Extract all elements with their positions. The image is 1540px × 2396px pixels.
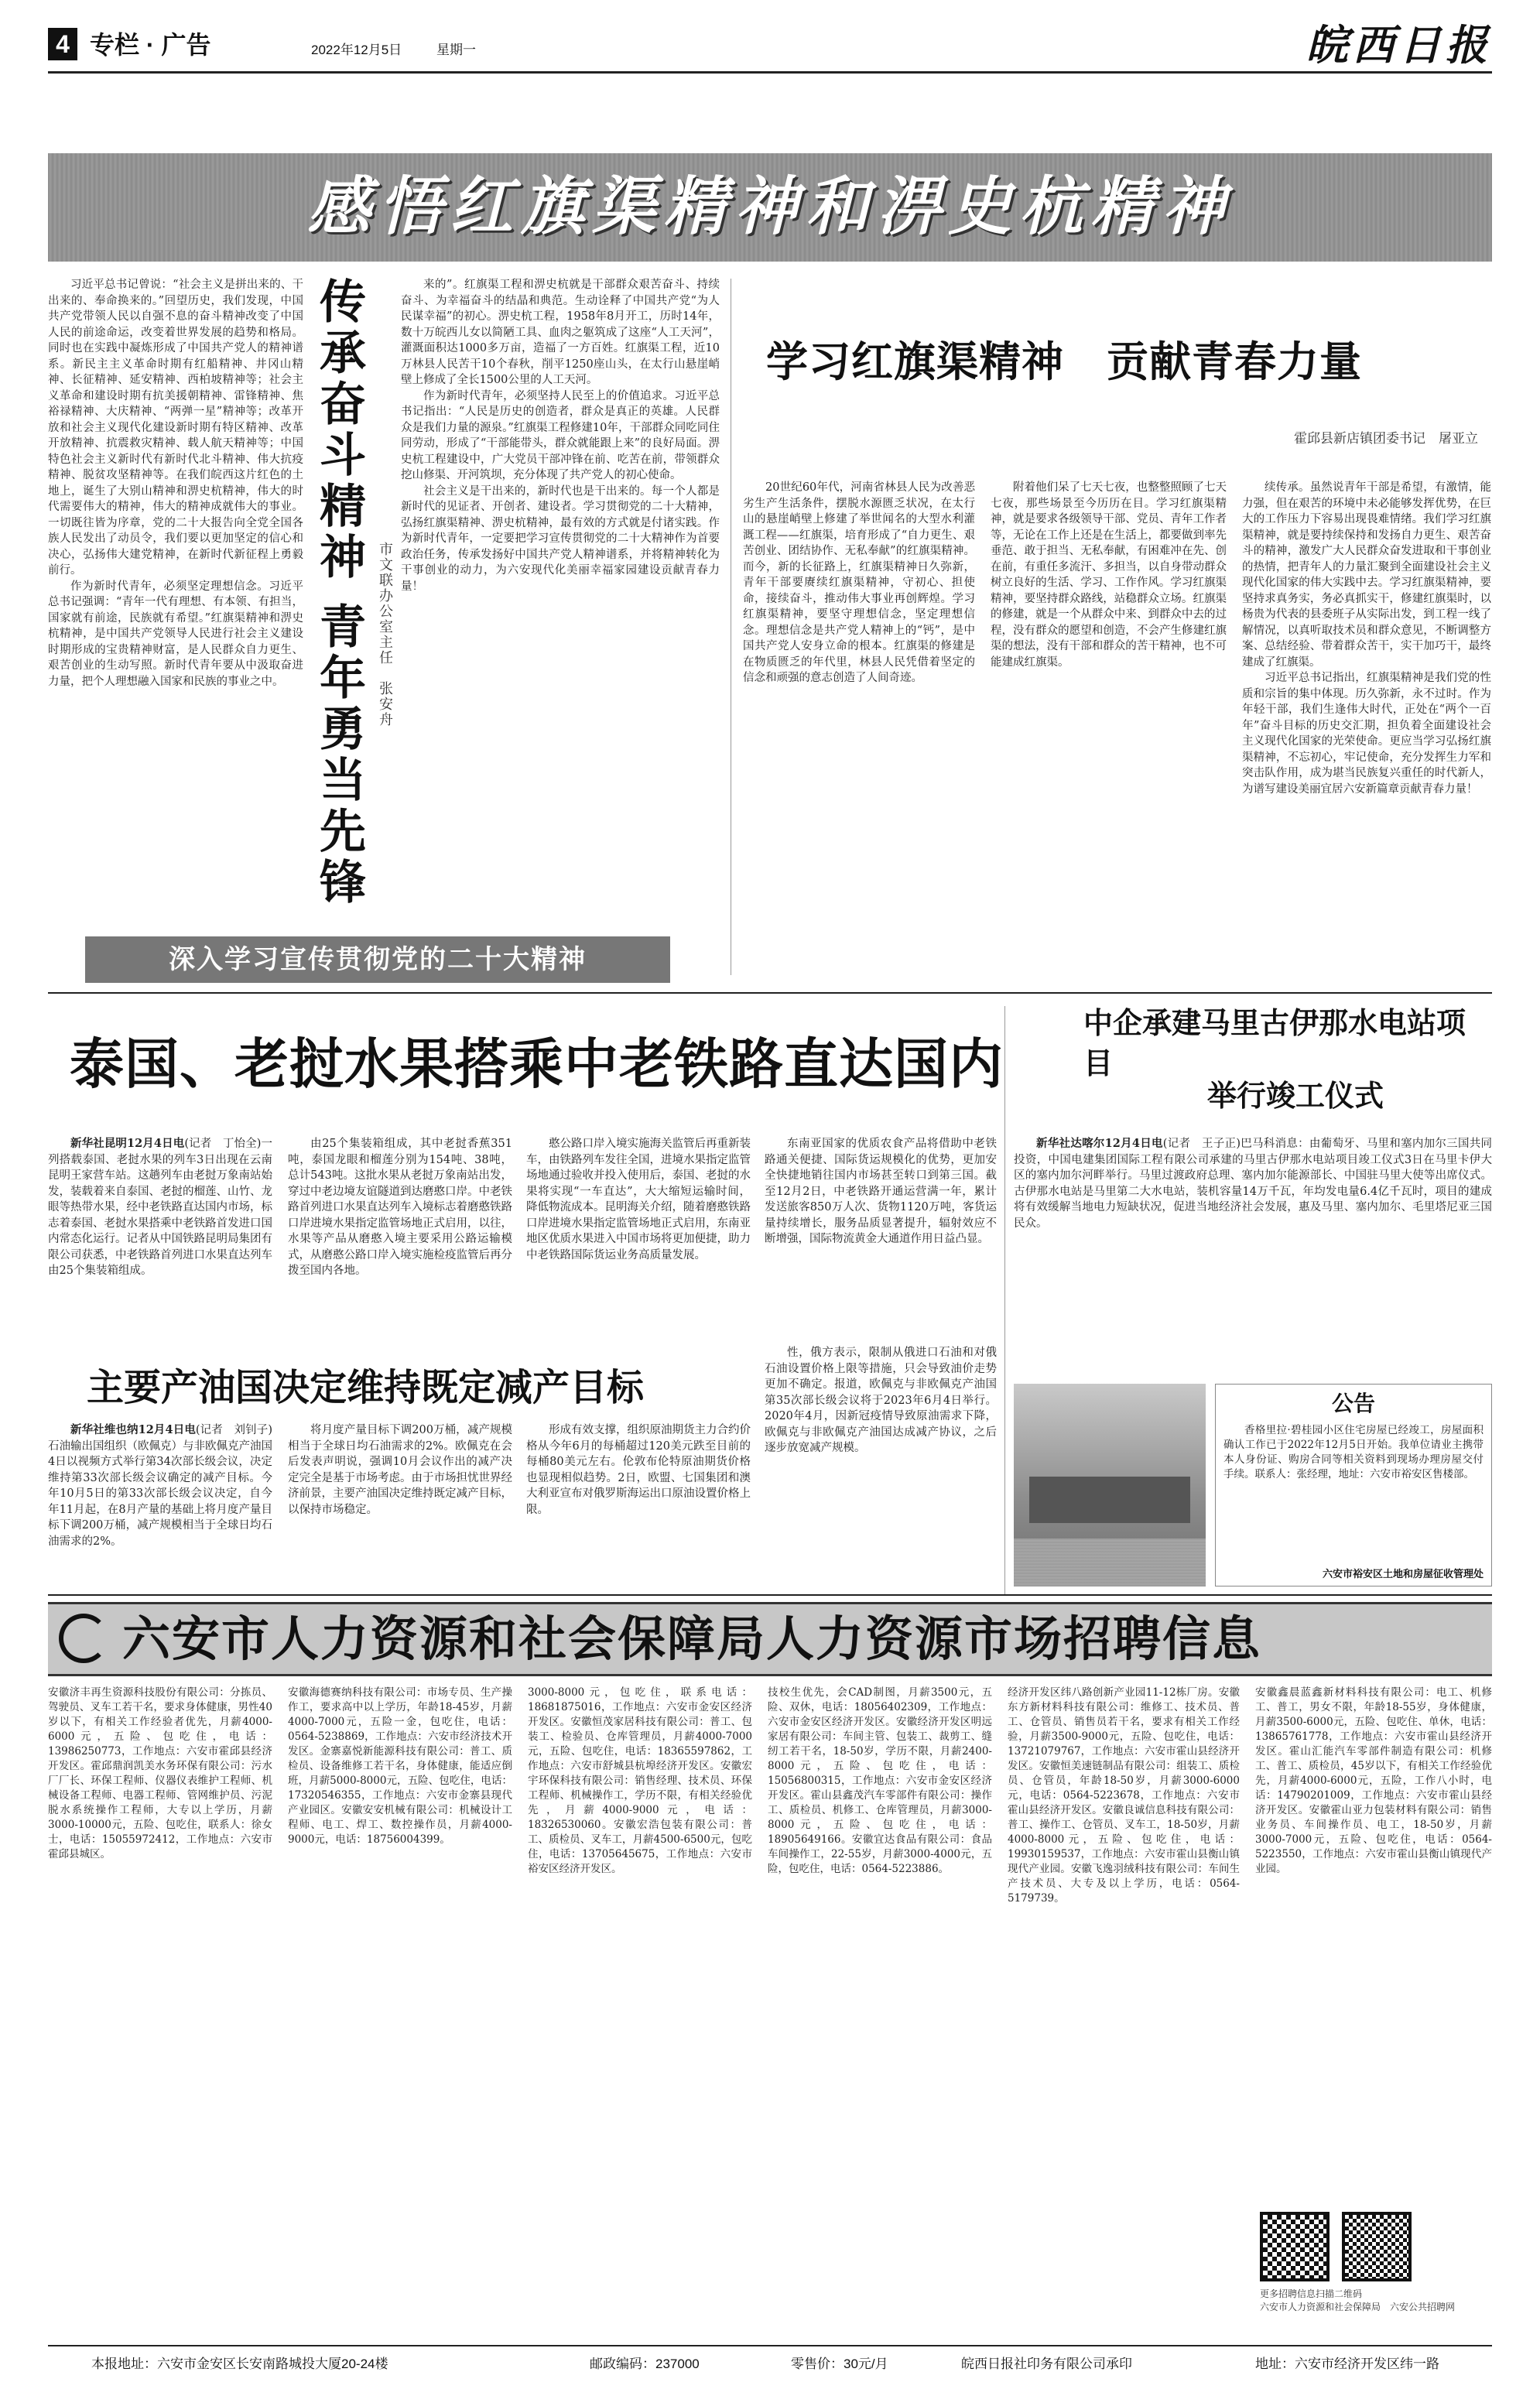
article1-col2: 来的”。红旗渠工程和淠史杭就是干部群众艰苦奋斗、持续奋斗、为幸福奋斗的结晶和典范。生动诠释了中国共产党“为人民谋幸福”的初心。淠史杭工程，1958年8月开工，历时14年，数十万皖西儿女以简陋工具、血肉之躯筑成了这座“人工天河”，灌溉面积达1000多万亩，造福了一方百姓。红旗渠工程，近10万林县人民苦干10个春秋，削平1250座山头，在太行山悬崖峭壁上修成了全长1500公里的人工天河。 作为新时代青年，必须坚持人民至上的价值追求。习近平总书记指出：“人民是历史的创造者，群众是真正的英雄。人民群众是我们力量的源泉。”红旗渠工程修建10年，干部群众同吃同住同劳动，形成了“干部能带头，群众就能跟上来”的良好局面。淠史杭工程建设中，广大党员干部冲锋在前、吃苦在前，带领群众挖山修渠、开河筑坝，充分体现了共产党人的初心使命。 社会主义是干出来的，新时代也是干出来的。每一个人都是新时代的见证者、开创者、建设者。学习贯彻党的二十大精神，弘扬红旗渠精神、淠史杭精神，最有效的方式就是付诸实践。作为新时代青年，一定要把学习宣传贯彻党的二十大精神作为首要政治任务，传承发扬好中国共产党人精神谱系，并将精神转化为干事创业的动力，为六安现代化美丽幸福家园建设贡献青春力量！ (401, 279, 720, 593)
subbanner-text: 深入学习宣传贯彻党的二十大精神 (169, 945, 587, 974)
section-name: 专栏 · 广告 (90, 31, 211, 59)
header-rule (48, 71, 1492, 74)
news1-dateline: 新华社昆明12月4日电 (70, 1137, 185, 1150)
news3-body: 新华社达喀尔12月4日电(记者 王子正)巴马科消息：由葡萄牙、马里和塞内加尔三国共同投资，中国电建集团国际工程有限公司承建的马里古伊那水电站项目竣工仪式3日在马里卡伊大区的塞内加尔河畔举行。马里过渡政府总理、塞内加尔能源部长、中国驻马里大使等出席仪式。古伊那水电站是马里第二大水电站，装机容量14万千瓦，年均发电量6.4亿千瓦时，项目的建成将有效缓解当地电力短缺状况，促进当地经济社会发展，惠及马里、塞内加尔、毛里塔尼亚三国民众。 (1014, 1137, 1492, 1230)
footer-printer: 皖西日报社印务有限公司承印 (961, 2357, 1132, 2371)
jobs-section (48, 1686, 1492, 2336)
issue-weekday: 星期一 (436, 43, 476, 57)
news2-col2: 将月度产量目标下调200万桶，减产规模相当于全球日均石油需求的2%。欧佩克在会后发表声明说，强调10月会议作出的减产决定完全是基于市场考虑。由于市场担忧世界经济前景，主要产油国决定维持既定减产目标，以保持市场稳定。 (288, 1424, 512, 1516)
jobs-col-4: 技校生优先，会CAD制图，月薪3500元，五险、双休，电话：18056402309，工作地点：六安市金安区经济开发区。安徽经济开发区明远家居有限公司：车间主管、包装工、裁剪工、缝纫工若干名，18-50岁，学历不限，月薪2400-8000元，五险、包吃住，电话：15056800315，工作地点：六安市金安区经济开发区。霍山县鑫茂汽车零部件有限公司：操作工、质检员、机修工、仓库管理员，月薪3000-8000元，五险、包吃住，电话：18905649166。安徽宜达食品有限公司：食品车间操作工，22-55岁，月薪3000-4000元，五险，包吃住，电话：0564-5223886。 (768, 1686, 992, 1875)
qr-code-icon-2 (1342, 2212, 1412, 2281)
banner-title: 感悟红旗渠精神和淠史杭精神 (307, 170, 1233, 244)
news1-col1: 新华社昆明12月4日电(记者 丁怡全)一列搭载泰国、老挝水果的列车3日出现在云南昆明王家营车站。这趟列车由老挝万象南站始发，装载着来自泰国、老挝的榴莲、山竹、龙眼等热带水果，经中老铁路直达国内市场，标志着泰国、老挝水果搭乘中老铁路首发进口国内常态化运行。记者从中国铁路昆明局集团有限公司获悉，中老铁路首列进口水果直达列车由25个集装箱组成。 (48, 1137, 272, 1277)
footer-address: 本报地址：六安市金安区长安南路城投大厦20-24楼 (91, 2357, 388, 2371)
article1-title-b: 青年勇当先锋 (312, 602, 366, 909)
page-number-badge (48, 28, 77, 60)
masthead-logo: 皖西日报 (1306, 20, 1492, 70)
article1-title-a: 传承奋斗精神 (312, 277, 366, 584)
news2-col1: 新华社维也纳12月4日电(记者 刘钊子)石油输出国组织（欧佩克）与非欧佩克产油国4日以视频方式举行第34次部长级会议，决定维持第33次部长级会议确定的减产目标。今年10月5日的第33次部长级会议决定，自今年11月起，在8月产量的基础上将月度产量目标下调200万桶，减产规模相当于全球日均石油需求的2%。 (48, 1423, 272, 1548)
qr-code-icon (1260, 2212, 1330, 2281)
notice-box (1215, 1384, 1492, 1586)
jobs-col-6: 安徽鑫晨蓝鑫新材料科技有限公司：电工、机修工、普工，男女不限，年龄18-55岁，身体健康，月薪3500-6000元，五险、包吃住、单休，电话：13865761778，工作地点：六安市霍山县经济开发区。霍山汇能汽车零部件制造有限公司：机修工、普工、质检员，45岁以下，有相关工作经验优先，月薪4000-6000元，五险，工作八小时，电话：14790201009，工作地点：六安市霍山县经济开发区。安徽霍山亚力包装材料有限公司：销售业务员、车间操作员、电工，18-50岁，月薪3000-7000元，五险、包吃住，电话：0564-5223550，工作地点：六安市霍山县衡山镇现代产业园。 (1255, 1686, 1492, 1875)
news2-col3: 形成有效支撑，组织原油期货主力合约价格从今年6月的每桶超过120美元跌至目前的每桶80美元左右。伦敦布伦特原油期货价格也显现相似趋势。2日，欧盟、七国集团和澳大利亚宣布对俄罗斯海运出口原油设置价格上限。 (526, 1424, 751, 1516)
hydro-photo (1014, 1384, 1206, 1586)
article1-byline: 市文联办公室主任 张安舟 (377, 542, 393, 727)
footer-printer-address: 地址：六安市经济开发区纬一路 (1255, 2357, 1439, 2371)
article2-col1: 20世纪60年代，河南省林县人民为改善恶劣生产生活条件，摆脱水源匮乏状况，在太行山的悬崖峭壁上修建了举世闻名的大型水利灌溉工程——红旗渠，培育形成了“自力更生、艰苦创业、团结协作、无私奉献”的红旗渠精神。而今，新的长征路上，红旗渠精神日久弥新，青年干部要赓续红旗渠精神，守初心、担使命，接续奋斗，推动伟大事业再创辉煌。学习红旗渠精神，要坚守理想信念，坚定理想信念。理想信念是共产党人精神上的“钙”，是中国共产党人安身立命的根本。红旗渠的修建是在物质匮乏的年代里，林县人民凭借着坚定的信念和顽强的意志创造了人间奇迹。 (743, 481, 975, 684)
news3-title-a: 中企承建马里古伊那水电站项目 (1083, 1005, 1466, 1080)
qr-caption: 更多招聘信息扫描二维码 六安市人力资源和社会保障局 六安公共招聘网 (1260, 2288, 1456, 2312)
notice-title: 公告 (1331, 1391, 1375, 1415)
jobs-title: 六安市人力资源和社会保障局人力资源市场招聘信息 (122, 1613, 1262, 1666)
article2-col3: 续传承。虽然说青年干部是希望，有激情，能力强，但在艰苦的环境中未必能够发挥优势，在巨大的工作压力下容易出现畏难情绪。我们学习红旗渠精神，就是要持续保持和发扬自力更生、艰苦奋斗的精神，激发广大人民群众奋发进取和干事创业的热情，把青年人的力量汇聚到全面建设社会主义现代化国家的伟大实践中去。学习红旗渠精神，要坚持求真务实，务必真抓实干，修建红旗渠时，以杨贵为代表的县委班子从实际出发，到工程一线了解情况，以真听取技术员和群众意见，不断调整方案、总结经验、带着群众苦干，实干加巧干，最终建成了红旗渠。 习近平总书记指出，红旗渠精神是我们党的性质和宗旨的集中体现。历久弥新，永不过时。作为年轻干部，我们生逢伟大时代，正处在“两个一百年”奋斗目标的历史交汇期，担负着全面建设社会主义现代化国家的光荣使命。更应当学习弘扬红旗渠精神，不忘初心，牢记使命，充分发挥生力军和突击队作用，成为堪当民族复兴重任的时代新人，为谱写建设美丽宜居六安新篇章贡献青春力量！ (1242, 481, 1491, 796)
article2-col2: 附着他们呆了七天七夜，也整整照顾了七天七夜，那些场景至今历历在目。学习红旗渠精神，就是要求各级领导干部、党员、青年工作者等，无论在工作上还是在生活上，都要做到率先垂范、敢于担当、无私奉献，有困难冲在先、创在前，有重任多流汗、多担当，以自身带动群众树立良好的生活、学习、工作作风。学习红旗渠精神，要坚持群众路线，站稳群众立场。红旗渠的修建，就是一个从群众中来、到群众中去的过程，没有群众的愿望和创造，不会产生修建红旗渠的想法，没有干部和群众的苦干精神，也不可能建成红旗渠。 (991, 481, 1227, 669)
news2-title: 主要产油国决定维持既定减产目标 (87, 1366, 645, 1409)
news2-reporter: (记者 刘钊子) (195, 1424, 272, 1436)
jobs-col-3: 3000-8000元，包吃住，联系电话：18681875016，工作地点：六安市金安区经济开发区。安徽恒茂家居科技有限公司：普工、包装工、检验员、仓库管理员，月薪4000-7000元，五险、包吃住，电话：18365597862，工作地点：六安市舒城县杭埠经济开发区。安徽宏宇环保科技有限公司：销售经理、技术员、环保工程师、机械操作工，学历不限，有相关经验优先，月薪4000-9000元，电话：18326530060。安徽宏浩包装有限公司：普工、质检员、叉车工，月薪4500-6500元，包吃住，电话：13705645675，工作地点：六安市裕安区经济开发区。 (528, 1686, 752, 1875)
footer-price: 零售价：30元/月 (791, 2357, 888, 2371)
news1-col3: 憨公路口岸入境实施海关监管后再重新装车，由铁路列车发往全国，进境水果指定监管场地通过验收并投入使用后，泰国、老挝的水果将实现“一车直达”，大大缩短运输时间，降低物流成本。昆明海关介绍，随着磨憨铁路口岸进境水果指定监管场地正式启用，东南亚地区优质水果进入中国市场将更加便捷，助力中老铁路国际货运业务高质量发展。 (526, 1138, 751, 1261)
page-number: 4 (56, 30, 70, 58)
news3-reporter: (记者 王子正) (1162, 1138, 1241, 1150)
news3-dateline: 新华社达喀尔12月4日电 (1036, 1137, 1163, 1150)
article2-title: 学习红旗渠精神 贡献青春力量 (766, 337, 1362, 386)
news1-col4: 东南亚国家的优质农食产品将借助中老铁路通关便捷、国际货运规模化的优势，更加安全快捷地销往国内市场甚至转口到第三国。截至12月2日，中老铁路开通运营满一年，累计发送旅客850万人次、货物1120万吨，客货运量持续增长，服务品质显著提升，辐射效应不断增强，国际物流黄金大通道作用日益凸显。 (765, 1138, 997, 1245)
news1-col2: 由25个集装箱组成，其中老挝香蕉351吨，泰国龙眼和榴莲分别为154吨、38吨，总计543吨。这批水果从老挝万象南站出发，穿过中老边境友谊隧道到达磨憨口岸。中老铁路首列进口水果直达列车入境标志着磨憨铁路口岸进境水果指定监管场地正式启用，以往，水果等产品从磨憨入境主要采用公路运输模式，从磨憨公路口岸入境实施检疫监管后再分拨至国内各地。 (288, 1138, 512, 1277)
news2-col4: 性，俄方表示，限制从俄进口石油和对俄石油设置价格上限等措施，只会导致油价走势更加不确定。报道，欧佩克与非欧佩克产油国第35次部长级会议将于2023年6月4日举行。2020年4月，因新冠疫情导致原油需求下降，欧佩克与非欧佩克产油国达成减产协议，之后逐步放宽减产规模。 (765, 1347, 997, 1454)
news1-reporter: (记者 丁怡全) (184, 1138, 262, 1150)
jobs-col-1: 安徽济丰再生资源科技股份有限公司：分拣员、驾驶员、叉车工若干名，要求身体健康，男性40岁以下，有相关工作经验者优先，月薪4000-6000元，五险、包吃住，电话：13986250773，工作地点：六安市霍邱县经济开发区。霍邱鼎润凯美水务环保有限公司：污水厂厂长、环保工程师、仪器仪表维护工程师、机械设备工程师、电器工程师、管网维护员、污泥脱水系统操作工程师，大专以上学历，月薪3000-10000元，五险、包吃住，联系人：徐女士，电话：15055972412，工作地点：六安市霍邱县城区。 (48, 1686, 272, 1860)
hrss-logo-icon (59, 1614, 108, 1663)
notice-body: 香格里拉·碧桂园小区住宅房屋已经竣工，房屋面积确认工作已于2022年12月5日开始。我单位请业主携带本人身份证、购房合同等相关资料到现场办理房屋交付手续。联系人：张经理，地址：六安市裕安区售楼部。 (1223, 1424, 1484, 1480)
news1-title: 泰国、老挝水果搭乘中老铁路直达国内 (70, 1032, 1004, 1096)
footer-postcode: 邮政编码：237000 (590, 2357, 700, 2371)
page-header (48, 22, 1492, 70)
news2-dateline: 新华社维也纳12月4日电 (70, 1423, 196, 1436)
notice-signature: 六安市裕安区土地和房屋征收管理处 (1322, 1569, 1484, 1580)
footer (48, 2353, 1492, 2376)
news3-title-b: 举行竣工仪式 (1207, 1078, 1384, 1113)
issue-date: 2022年12月5日 (311, 43, 402, 57)
article2-byline: 霍邱县新店镇团委书记 屠亚立 (1294, 431, 1478, 447)
jobs-col-5: 经济开发区纬八路创新产业园11-12栋厂房。安徽东方新材料科技有限公司：维修工、技术员、普工、仓管员、销售员若干名，要求有相关工作经验，月薪3500-9000元，五险、包吃住，电话：13721079767，工作地点：六安市霍山县经济开发区。安徽恒美速链制品有限公司：组装工、质检员、仓管员，年龄18-50岁，月薪3000-6000元，电话：0564-5223678，工作地点：六安市霍山县经济开发区。安徽良诚信息科技有限公司：普工、操作工、仓管员、叉车工，18-50岁，月薪4000-8000元，五险、包吃住，电话：19930159537，工作地点：六安市霍山县衡山镇现代产业园。安徽飞逸羽绒科技有限公司：车间生产技术员、大专及以上学历，电话：0564-5179739。 (1008, 1686, 1240, 1905)
jobs-banner (48, 1602, 1492, 1676)
article1-col1: 习近平总书记曾说：“社会主义是拼出来的、干出来的、奉命换来的。”回望历史，我们发现，中国共产党带领人民以自强不息的奋斗精神改变了中国人民的前途命运，改变着世界发展的趋势和格局。同时也在实践中凝炼形成了中国共产党人的精神谱系。新民主主义革命时期有红船精神、井冈山精神、长征精神、延安精神、西柏坡精神等；社会主义革命和建设时期有抗美援朝精神、雷锋精神、焦裕禄精神、大庆精神、“两弹一星”精神等；改革开放和社会主义现代化建设新时期有特区精神、改革开放精神、抗震救灾精神、载人航天精神等；中国特色社会主义新时代有新时代北斗精神、伟大抗疫精神、脱贫攻坚精神等。在我们皖西这片红色的土地上，诞生了大别山精神和淠史杭精神，伟大的时代需要伟大的精神，伟大的精神成就伟大的事业。一切既往皆为序章，党的二十大报告向全党全国各族人民发出了动员令，我们要以更加坚定的信心和决心，弘扬伟大建党精神，在新时代新征程上勇毅前行。 作为新时代青年，必须坚定理想信念。习近平总书记强调：“青年一代有理想、有本领、有担当，国家就有前途，民族就有希望。”红旗渠精神和淠史杭精神，是中国共产党领导人民进行社会主义建设时期形成的宝贵精神财富，是人民群众自力更生、艰苦创业的生动写照。新时代青年要从中汲取奋进力量，把个人理想融入国家和民族的事业之中。 (48, 279, 303, 688)
jobs-col-2: 安徽海德赛纳科技有限公司：市场专员、生产操作工，要求高中以上学历，年龄18-45岁，月薪4000-7000元，五险一金，包吃住，电话：0564-5238869，工作地点：六安市经济技术开发区。金寨嘉悦新能源科技有限公司：普工、质检员、设备维修工若干名，身体健康，能适应倒班，月薪5000-8000元，五险、包吃住，电话：17320546355，工作地点：六安市金寨县现代产业园区。安徽安安机械有限公司：机械设计工程师、电工、焊工、数控操作员，月薪4000-9000元，电话：18756004399。 (288, 1686, 512, 1846)
